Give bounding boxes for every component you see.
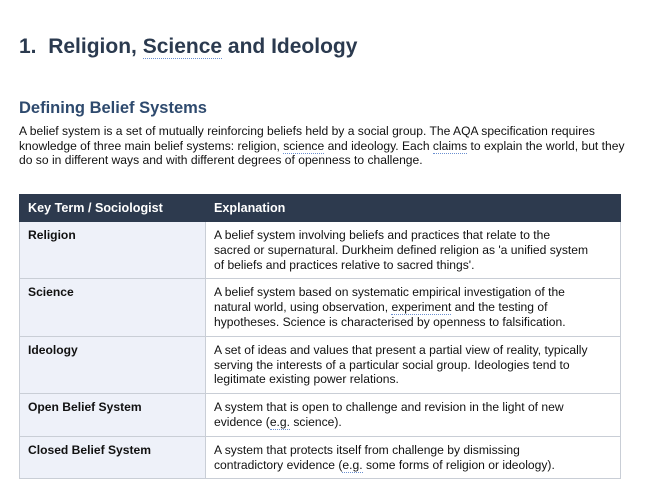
column-header-term: Key Term / Sociologist — [20, 195, 206, 222]
explanation-text: evidence ( — [214, 414, 270, 429]
intro-line-2 — [19, 139, 667, 154]
intro-underlined-word: science — [283, 138, 325, 153]
intro-text: to explain the world, but they — [467, 138, 625, 153]
explanation-line: of beliefs and practices relative to sacred things'. — [214, 257, 475, 272]
explanation-underlined-word: experiment — [391, 300, 452, 315]
explanation-cell — [206, 222, 621, 279]
explanation-cell — [206, 394, 621, 437]
explanation-line: A belief system based on systematic empirical investigation of the — [214, 285, 565, 300]
explanation-text: some forms of religion or ideology). — [362, 457, 555, 472]
explanation-line: A system that is open to challenge and revision in the light of new — [214, 400, 564, 415]
explanation-line: A set of ideas and values that present a partial view of reality, typically — [214, 342, 588, 357]
explanation-cell — [206, 336, 621, 393]
term-cell: Open Belief System — [20, 394, 206, 437]
explanation-line — [214, 458, 612, 473]
explanation-line: A belief system involving beliefs and practices that relate to the — [214, 228, 551, 242]
intro-paragraph — [19, 124, 667, 168]
explanation-line — [214, 300, 612, 315]
title-number: 1. — [19, 35, 37, 58]
key-terms-table — [19, 194, 621, 479]
page-title — [19, 33, 357, 61]
intro-text: and ideology. Each — [324, 138, 433, 153]
intro-line-3: do so in different ways and with different degrees of openness to challenge. — [19, 153, 423, 168]
title-part-2: and Ideology — [222, 35, 358, 58]
intro-text: knowledge of three main belief systems: religion, — [19, 138, 284, 153]
section-subheading: Defining Belief Systems — [19, 99, 207, 117]
explanation-text: contradictory evidence ( — [214, 457, 343, 472]
term-cell: Religion — [20, 222, 206, 279]
intro-underlined-word: claims — [432, 138, 468, 153]
explanation-text: science). — [290, 414, 342, 429]
explanation-underlined-word: e.g. — [342, 457, 363, 472]
explanation-cell — [206, 279, 621, 336]
explanation-line: legitimate existing power relations. — [214, 372, 399, 387]
table-row — [20, 394, 621, 437]
explanation-cell — [206, 436, 621, 479]
table-row — [20, 436, 621, 479]
table-row — [20, 222, 621, 279]
term-cell: Ideology — [20, 336, 206, 393]
table-row — [20, 279, 621, 336]
column-header-explanation: Explanation — [206, 195, 621, 222]
explanation-line: sacred or supernatural. Durkheim defined religion as 'a unified system — [214, 242, 589, 257]
term-cell: Closed Belief System — [20, 436, 206, 479]
table-row — [20, 336, 621, 393]
explanation-underlined-word: e.g. — [269, 414, 290, 429]
explanation-line: serving the interests of a particular social group. Ideologies tend to — [214, 357, 570, 372]
intro-line-1: A belief system is a set of mutually reinforcing beliefs held by a social group. The AQA specification requires — [19, 124, 595, 138]
term-cell: Science — [20, 279, 206, 336]
title-part-1: Religion, — [48, 35, 143, 58]
explanation-line: A system that protects itself from challenge by dismissing — [214, 442, 520, 457]
explanation-line — [214, 415, 612, 430]
explanation-text: natural world, using observation, — [214, 300, 392, 315]
table-header-row — [20, 195, 621, 222]
explanation-text: and the testing of — [451, 300, 548, 315]
explanation-line: hypotheses. Science is characterised by openness to falsification. — [214, 314, 566, 329]
title-underlined-word: Science — [142, 35, 223, 58]
